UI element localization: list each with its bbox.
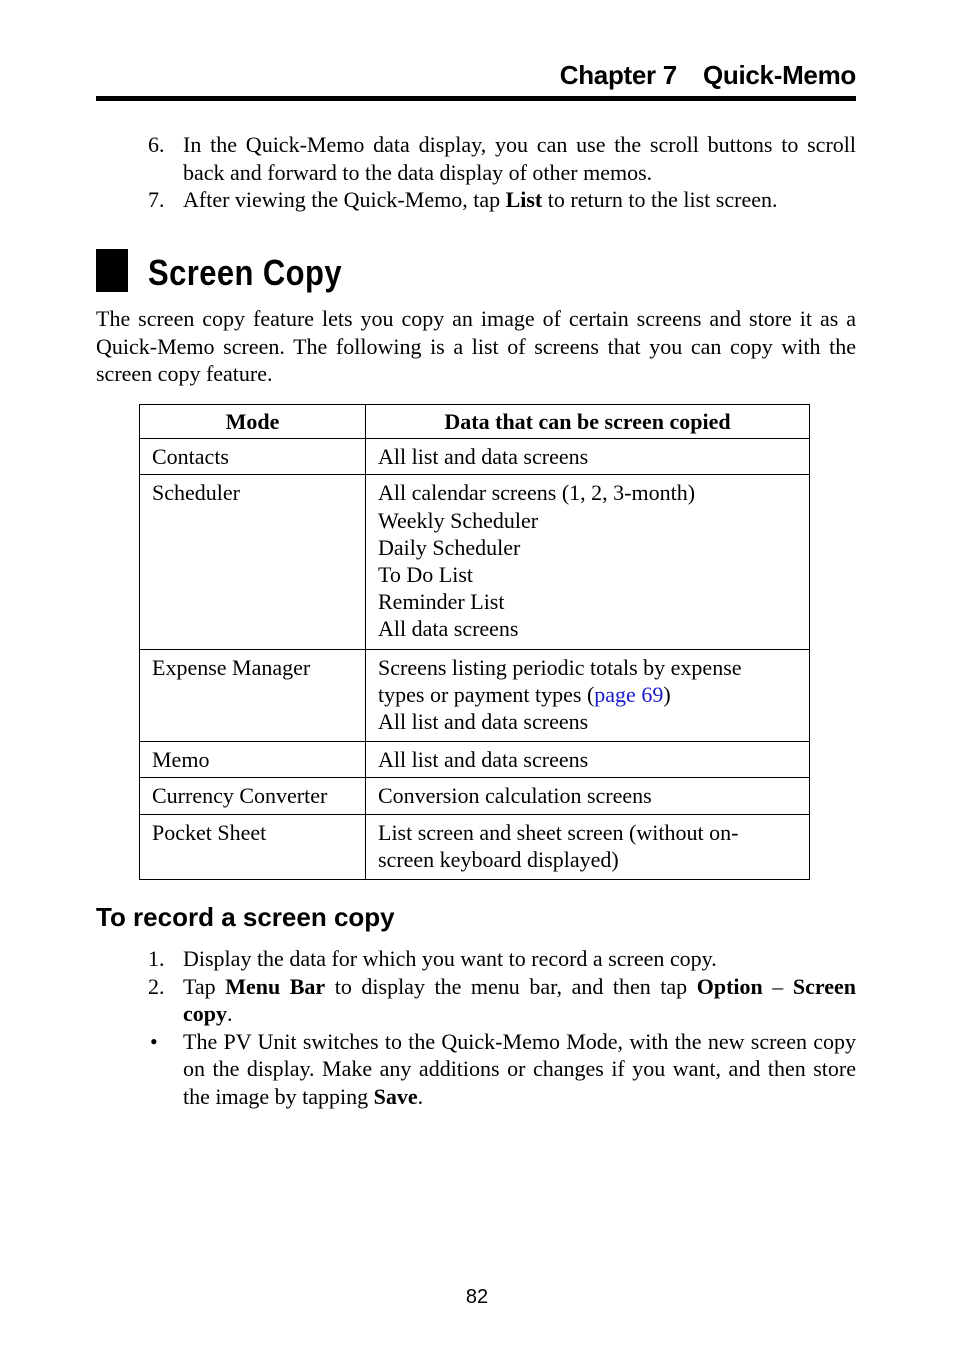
steps-top-list (96, 131, 856, 214)
data-line: Screens listing periodic totals by expense (378, 654, 742, 680)
step-number: 2. (148, 973, 165, 999)
header-rule (96, 96, 856, 101)
list-item (96, 186, 856, 214)
step-text: to display the menu bar, and then tap (325, 973, 697, 999)
data-cell: Conversion calculation screens (366, 778, 810, 814)
data-text: ) (663, 681, 671, 707)
data-line: Reminder List (378, 589, 505, 615)
list-command: List (505, 187, 543, 212)
data-cell (366, 649, 810, 742)
page-link[interactable]: page 69 (594, 681, 664, 707)
step-text: . (227, 1001, 233, 1026)
data-line: screen keyboard displayed) (378, 846, 619, 872)
data-line: All data screens (378, 616, 519, 642)
screen-copy-table (139, 404, 810, 880)
save-command: Save (373, 1083, 418, 1109)
data-text: types or payment types ( (378, 681, 595, 707)
step-text: The PV Unit switches to the Quick-Memo Mode, with the new screen copy on the display. Make any additions or changes if you want, and then store the image by tapping (183, 1028, 856, 1109)
step-number: 1. (148, 946, 165, 971)
steps-bottom-list (96, 945, 856, 1110)
data-line: All calendar screens (1, 2, 3-month) (378, 480, 696, 506)
subsection-title: To record a screen copy (96, 902, 395, 932)
step-text: In the Quick-Memo data display, you can use the scroll buttons to scroll back and forward to the data display of other memos. (183, 132, 856, 185)
data-line (378, 681, 797, 708)
table-row (140, 475, 810, 649)
table-header-row (140, 405, 810, 439)
list-item (96, 1028, 856, 1111)
column-header-mode: Mode (140, 405, 366, 439)
step-text: After viewing the Quick-Memo, tap (183, 187, 506, 212)
option-command: Option (696, 973, 763, 999)
data-line: Daily Scheduler (378, 534, 521, 560)
column-header-data: Data that can be screen copied (366, 405, 810, 439)
mode-cell: Pocket Sheet (140, 814, 366, 879)
table-row (140, 649, 810, 742)
mode-cell: Scheduler (140, 475, 366, 649)
table-row (140, 742, 810, 778)
mode-cell: Expense Manager (140, 649, 366, 742)
mode-cell: Contacts (140, 439, 366, 475)
data-cell (366, 814, 810, 879)
step-text: Display the data for which you want to record a screen copy. (183, 946, 717, 971)
page-number: 82 (465, 1286, 489, 1308)
mode-cell: Currency Converter (140, 778, 366, 814)
table-row (140, 814, 810, 879)
data-line: To Do List (378, 562, 474, 588)
section-marker (96, 249, 128, 292)
data-line: List screen and sheet screen (without on- (378, 819, 739, 845)
bullet: • (150, 1028, 158, 1054)
list-item (96, 945, 856, 973)
list-item (96, 131, 856, 186)
section-title: Screen Copy (148, 252, 342, 293)
screen-copy-command: Screen copy (183, 973, 856, 1026)
step-text: – (762, 973, 793, 999)
step-text: to return to the list screen. (542, 187, 778, 212)
data-cell (366, 475, 810, 649)
chapter-header (560, 60, 856, 91)
step-text: Tap (183, 973, 226, 999)
data-line: Weekly Scheduler (378, 507, 539, 533)
data-cell: All list and data screens (366, 742, 810, 778)
data-line: All list and data screens (378, 709, 589, 735)
step-text: . (417, 1083, 424, 1109)
table-row (140, 778, 810, 814)
chapter-label: Chapter 7 (559, 60, 677, 90)
chapter-title: Quick-Memo (702, 60, 856, 90)
step-number: 7. (148, 187, 165, 212)
mode-cell: Memo (140, 742, 366, 778)
step-number: 6. (148, 132, 165, 157)
table-row (140, 439, 810, 475)
data-cell: All list and data screens (366, 439, 810, 475)
list-item (96, 973, 856, 1028)
section-intro: The screen copy feature lets you copy an image of certain screens and store it as a Quick-Memo screen. The following is a list of screens that you can copy with the screen copy feature. (96, 306, 856, 386)
menu-bar-command: Menu Bar (225, 973, 326, 999)
